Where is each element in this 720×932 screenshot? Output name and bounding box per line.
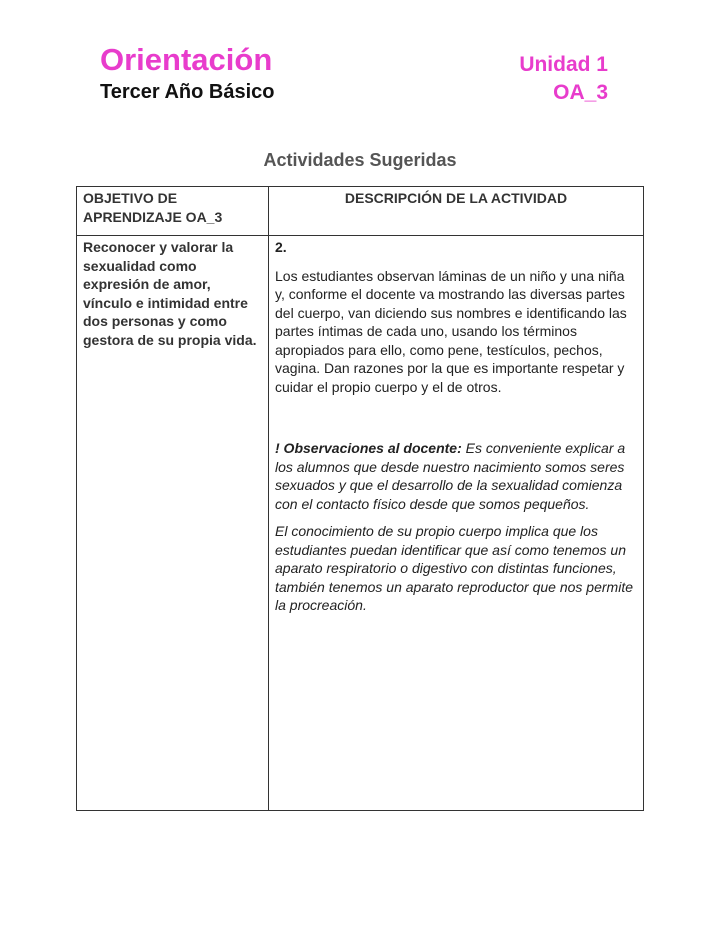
activity-line: cuidar el propio cuerpo y el de otros. — [275, 378, 502, 395]
objective-line: dos personas y como — [83, 313, 227, 329]
observation-line: los alumnos que desde nuestro nacimiento somos seres — [275, 458, 625, 475]
observation-first-line — [275, 439, 637, 458]
activity-line: Los estudiantes observan láminas de un niño y una niña — [275, 267, 625, 284]
activity-line: vagina. Dan razones por la que es importante respetar y — [275, 360, 625, 376]
knowledge-line: la procreación. — [275, 597, 367, 613]
knowledge-line: aparato respiratorio o digestivo con distintas funciones, — [275, 560, 617, 576]
objective-cell — [77, 236, 269, 811]
observation-line: con el contacto físico desde que somos pequeños. — [275, 495, 590, 512]
subject-title: Orientación — [100, 42, 273, 77]
grade-subtitle: Tercer Año Básico — [100, 81, 275, 103]
table-header-row — [77, 187, 644, 236]
knowledge-line: El conocimiento de su propio cuerpo implica que los — [275, 523, 598, 539]
objective-line: gestora de su propia vida. — [83, 331, 257, 348]
observation-line: Es conveniente explicar a — [461, 440, 626, 456]
objective-header — [77, 187, 269, 236]
knowledge-line: estudiantes puedan identificar que así como tenemos un — [275, 541, 627, 558]
activity-number: 2. — [275, 239, 287, 255]
knowledge-note — [275, 522, 637, 615]
activity-line: del cuerpo, van diciendo sus nombres e identificando las — [275, 304, 627, 321]
observation-line: sexuados y que el desarrollo de la sexualidad comienza — [275, 477, 623, 493]
header-line: APRENDIZAJE OA_3 — [83, 208, 223, 225]
section-title: Actividades Sugeridas — [263, 150, 457, 170]
activity-description — [275, 267, 637, 397]
table-row — [77, 236, 644, 811]
activity-line: partes íntimas de cada uno, usando los términos — [275, 323, 577, 339]
unit-label: Unidad 1 — [519, 53, 608, 76]
oa-label: OA_3 — [553, 81, 608, 104]
objective-line: vínculo e intimidad entre — [83, 294, 248, 311]
objective-line: sexualidad como — [83, 257, 197, 274]
activity-line: y, conforme el docente va mostrando las diversas partes — [275, 286, 625, 302]
activity-line: apropiados para ello, como pene, testículos, pechos, — [275, 341, 603, 358]
description-header: DESCRIPCIÓN DE LA ACTIVIDAD — [269, 187, 644, 236]
observation-label: ! Observaciones al docente: — [275, 440, 462, 456]
activities-table — [76, 186, 644, 811]
objective-line: Reconocer y valorar la — [83, 239, 234, 255]
header-line: OBJETIVO DE — [83, 190, 178, 206]
teacher-observation — [275, 439, 637, 513]
knowledge-line: también tenemos un aparato reproductor que nos permite — [275, 578, 633, 595]
description-cell — [269, 236, 644, 811]
objective-line: expresión de amor, — [83, 276, 211, 292]
